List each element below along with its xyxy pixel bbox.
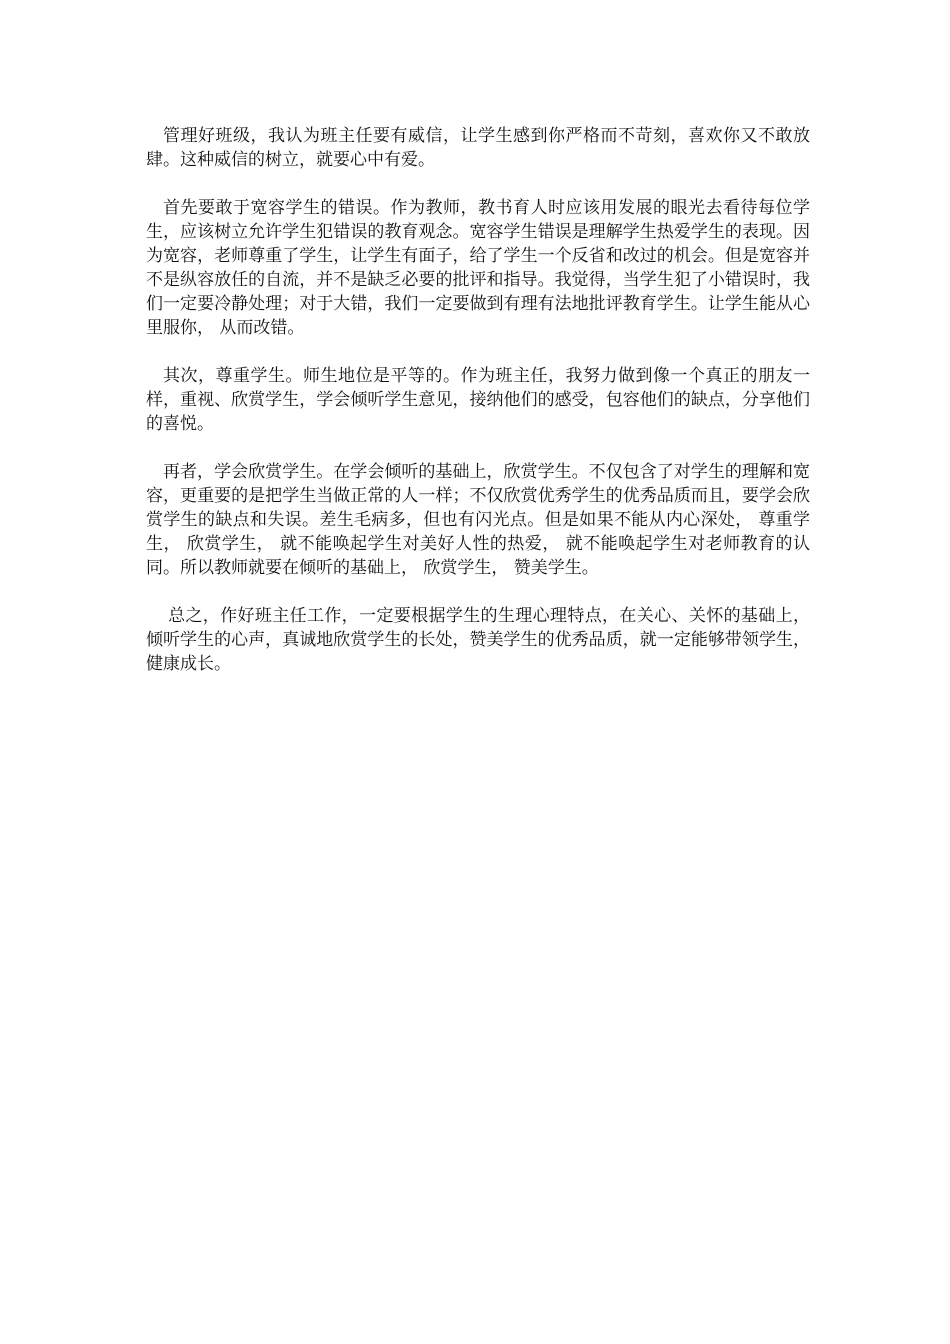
paragraph-2: 首先要敢于宽容学生的错误。作为教师，教书育人时应该用发展的眼光去看待每位学生，应该树立允许学生犯错误的教育观念。宽容学生错误是理解学生热爱学生的表现。因为宽容，老师尊重了学生，让学生有面子，给了学生一个反省和改过的机会。但是宽容并不是纵容放任的自流，并不是缺乏必要的批评和指导。我觉得，当学生犯了小错误时，我们一定要冷静处理；对于大错，我们一定要做到有理有法地批评教育学生。让学生能从心里服你， 从而改错。 [146, 198, 810, 338]
document-body [146, 124, 810, 700]
paragraph-5: 总之，作好班主任工作，一定要根据学生的生理心理特点，在关心、关怀的基础上，倾听学生的心声，真诚地欣赏学生的长处，赞美学生的优秀品质，就一定能够带领学生， 健康成长。 [146, 606, 810, 674]
paragraph-4: 再者，学会欣赏学生。在学会倾听的基础上，欣赏学生。不仅包含了对学生的理解和宽容，更重要的是把学生当做正常的人一样；不仅欣赏优秀学生的优秀品质而且，要学会欣赏学生的缺点和失误。差生毛病多，但也有闪光点。但是如果不能从内心深处， 尊重学生， 欣赏学生， 就不能唤起学生对美好人性的热爱， 就不能唤起学生对老师教育的认同。所以教师就要在倾听的基础上， 欣赏学生， 赞美学生。 [146, 462, 810, 578]
paragraph-1: 管理好班级，我认为班主任要有威信，让学生感到你严格而不苛刻，喜欢你又不敢放肆。这种威信的树立，就要心中有爱。 [146, 126, 810, 170]
paragraph-3: 其次，尊重学生。师生地位是平等的。作为班主任，我努力做到像一个真正的朋友一样，重视、欣赏学生，学会倾听学生意见，接纳他们的感受，包容他们的缺点，分享他们的喜悦。 [146, 366, 810, 434]
